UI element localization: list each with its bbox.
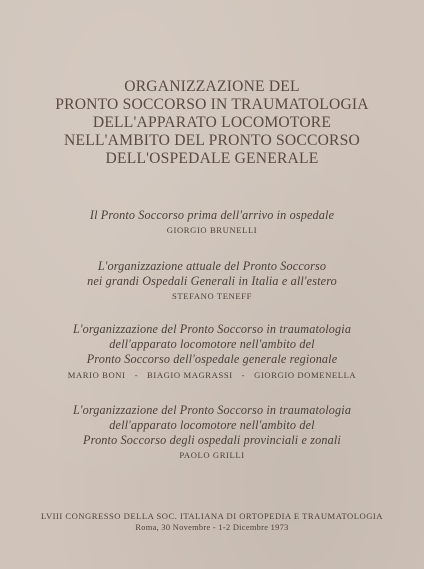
author-separator: - [134,370,139,380]
document-title [0,78,424,168]
author-separator: - [241,370,246,380]
title-line: NELL'AMBITO DEL PRONTO SOCCORSO [64,132,360,149]
section-title-line: dell'apparato locomotore nell'ambito del [109,337,315,351]
title-line: DELL'OSPEDALE GENERALE [105,150,319,167]
section-author: BIAGIO MAGRASSI [147,370,233,380]
section-title-line: Il Pronto Soccorso prima dell'arrivo in ospedale [89,208,335,222]
section-author: STEFANO TENEFF [172,291,252,301]
section-1 [0,208,424,236]
congress-footer [0,511,424,533]
section-2 [0,259,424,302]
section-author: MARIO BONI [67,370,126,380]
section-title-line: Pronto Soccorso dell'ospedale generale regionale [86,352,338,366]
section-author: GIORGIO BRUNELLI [166,225,258,235]
section-authors [0,369,424,381]
section-title-line: L'organizzazione del Pronto Soccorso in traumatologia [72,403,352,417]
congress-name: LVIII CONGRESSO DELLA SOC. ITALIANA DI ORTOPEDIA E TRAUMATOLOGIA [40,511,383,521]
section-author: GIORGIO DOMENELLA [254,370,357,380]
section-3 [0,322,424,381]
title-line: ORGANIZZAZIONE DEL [124,78,300,95]
section-title-line: dell'apparato locomotore nell'ambito del [109,418,315,432]
title-line: PRONTO SOCCORSO IN TRAUMATOLOGIA [55,96,369,113]
section-author: PAOLO GRILLI [179,450,245,460]
section-title-line: nei grandi Ospedali Generali in Italia e all'estero [87,274,337,288]
section-title-line: L'organizzazione attuale del Pronto Soccorso [97,259,327,273]
section-title-line: L'organizzazione del Pronto Soccorso in traumatologia [72,322,352,336]
section-4 [0,403,424,461]
section-title-line: Pronto Soccorso degli ospedali provinciali e zonali [83,433,341,447]
congress-place-date: Roma, 30 Novembre - 1-2 Dicembre 1973 [135,523,289,532]
title-line: DELL'APPARATO LOCOMOTORE [92,114,332,131]
